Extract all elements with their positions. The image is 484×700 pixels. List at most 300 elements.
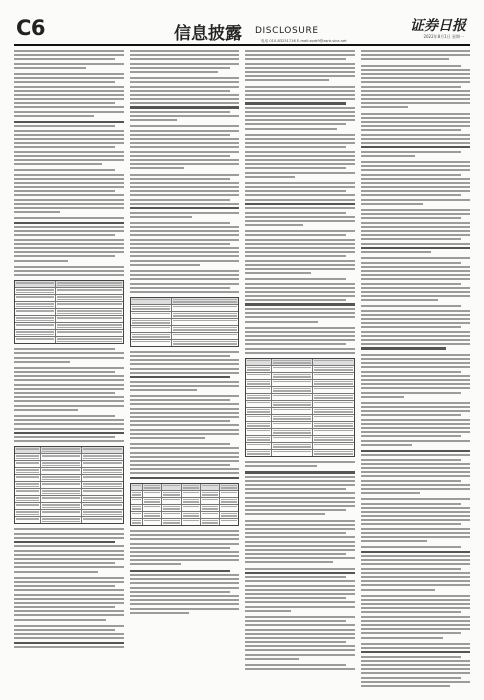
- text-line: [361, 471, 471, 473]
- text-line: [130, 63, 240, 65]
- text-line: [361, 90, 471, 92]
- text-line: [130, 194, 240, 196]
- text-line: [361, 488, 471, 490]
- text-line: [245, 649, 355, 651]
- text-line: [361, 117, 471, 119]
- text-line: [361, 414, 462, 416]
- text-line: [361, 262, 462, 264]
- table-cell: [15, 489, 40, 495]
- text-line: [130, 603, 240, 605]
- text-line: [14, 226, 124, 228]
- table-row: [15, 502, 123, 509]
- section-title-en: DISCLOSURE: [255, 26, 319, 36]
- article-columns: [14, 50, 470, 688]
- table-cell: [15, 454, 40, 460]
- text-line: [245, 585, 355, 587]
- text-line: [14, 423, 124, 425]
- text-line: [130, 534, 240, 536]
- text-line: [361, 375, 471, 377]
- text-line: [245, 63, 355, 65]
- text-line: [361, 331, 471, 333]
- table-cell: [40, 517, 81, 523]
- text-line: [14, 211, 60, 213]
- table-cell: [142, 491, 161, 497]
- table-cell: [271, 422, 312, 428]
- text-line: [361, 463, 471, 465]
- text-line: [14, 251, 124, 253]
- table-row: [15, 329, 123, 336]
- table-cell: [131, 498, 143, 504]
- text-line: [245, 557, 355, 559]
- table-row: [15, 516, 123, 523]
- table-cell: [15, 281, 55, 287]
- text-line: [245, 220, 355, 222]
- text-line: [245, 484, 355, 486]
- text-line: [14, 58, 115, 60]
- text-line: [361, 266, 471, 268]
- text-line: [130, 115, 240, 117]
- text-line: [245, 98, 355, 100]
- table-cell: [81, 475, 122, 481]
- text-line: [14, 234, 115, 236]
- text-line: [130, 464, 231, 466]
- text-line: [361, 113, 471, 115]
- text-line: [245, 151, 355, 153]
- text-line: [245, 497, 355, 499]
- table-cell: [81, 510, 122, 516]
- text-line: [130, 395, 240, 397]
- table-cell: [200, 484, 219, 490]
- text-line: [361, 291, 471, 293]
- text-line: [14, 348, 115, 350]
- text-line: [361, 643, 471, 645]
- text-line: [130, 530, 240, 532]
- table-cell: [246, 394, 271, 400]
- table-cell: [171, 333, 238, 339]
- text-block: [14, 348, 124, 442]
- text-line: [130, 125, 240, 127]
- text-line: [14, 415, 115, 417]
- text-line: [14, 571, 98, 573]
- text-line: [245, 629, 355, 631]
- text-line: [361, 616, 471, 618]
- text-line: [130, 287, 231, 289]
- table-cell: [219, 505, 238, 511]
- text-line: [130, 270, 240, 272]
- text-line: [361, 98, 471, 100]
- text-line: [245, 50, 355, 52]
- text-line: [14, 392, 115, 394]
- text-line: [361, 536, 471, 538]
- text-line: [14, 260, 68, 262]
- text-line: [245, 199, 355, 201]
- table-cell: [15, 337, 55, 343]
- text-line: [361, 278, 471, 280]
- text-line: [245, 321, 318, 323]
- text-line: [130, 216, 192, 218]
- table-row: [15, 287, 123, 294]
- text-line: [14, 562, 115, 564]
- text-line: [130, 460, 240, 462]
- text-line: [361, 435, 462, 437]
- text-line: [245, 251, 355, 253]
- issue-date: 2022年8月1日 星期一: [423, 34, 464, 39]
- table-cell: [131, 484, 143, 490]
- table-row: [15, 336, 123, 343]
- table-cell: [15, 316, 55, 322]
- text-line: [361, 339, 471, 341]
- table-cell: [131, 519, 143, 525]
- column-2: [130, 50, 240, 688]
- table-cell: [40, 475, 81, 481]
- text-line: [130, 468, 240, 470]
- table-cell: [271, 401, 312, 407]
- text-line: [14, 239, 124, 241]
- table-cell: [55, 302, 122, 308]
- table-cell: [271, 436, 312, 442]
- text-line: [130, 563, 181, 565]
- text-line: [14, 428, 124, 430]
- text-line: [245, 339, 355, 341]
- text-line: [361, 209, 471, 211]
- table-cell: [271, 373, 312, 379]
- text-line: [130, 443, 231, 445]
- text-line: [361, 444, 412, 446]
- text-line: [245, 576, 346, 578]
- text-line: [130, 251, 240, 253]
- text-line: [245, 520, 355, 522]
- table-cell: [219, 484, 238, 490]
- text-line: [361, 326, 462, 328]
- text-line: [361, 647, 471, 649]
- text-line: [361, 624, 471, 626]
- text-line: [361, 498, 471, 500]
- text-line: [245, 593, 355, 595]
- text-line: [361, 299, 439, 301]
- table-cell: [55, 288, 122, 294]
- table-cell: [131, 512, 143, 518]
- text-line: [361, 555, 471, 557]
- text-block: [130, 530, 240, 616]
- text-line: [14, 190, 115, 192]
- text-line: [14, 67, 86, 69]
- table-cell: [271, 380, 312, 386]
- table-cell: [40, 468, 81, 474]
- text-line: [130, 174, 240, 176]
- text-line: [361, 589, 435, 591]
- text-line: [130, 134, 231, 136]
- text-line: [245, 658, 299, 660]
- text-line: [14, 558, 124, 560]
- table-row: [131, 504, 239, 511]
- text-line: [361, 217, 462, 219]
- text-line: [130, 190, 240, 192]
- text-line: [14, 199, 124, 201]
- text-line: [130, 578, 240, 580]
- text-line: [361, 230, 471, 232]
- text-line: [14, 159, 124, 161]
- text-line: [245, 278, 346, 280]
- text-line: [130, 234, 240, 236]
- table-cell: [15, 323, 55, 329]
- text-line: [245, 335, 355, 337]
- text-line: [245, 505, 355, 507]
- text-line: [14, 138, 124, 140]
- text-line: [361, 243, 471, 245]
- text-line: [14, 606, 115, 608]
- text-line: [130, 146, 240, 148]
- table-cell: [271, 408, 312, 414]
- column-3: [245, 50, 355, 688]
- text-line: [361, 165, 471, 167]
- table-row: [246, 386, 354, 393]
- table-cell: [142, 519, 161, 525]
- text-line: [361, 151, 462, 153]
- table-cell: [55, 316, 122, 322]
- table-cell: [15, 302, 55, 308]
- text-line: [361, 576, 471, 578]
- text-line: [245, 465, 317, 467]
- text-line: [130, 559, 240, 561]
- text-line: [14, 274, 124, 276]
- text-line: [14, 352, 124, 354]
- text-line: [361, 410, 471, 412]
- text-line: [361, 523, 462, 525]
- text-line: [130, 260, 240, 262]
- table-cell: [181, 491, 200, 497]
- table-row: [131, 497, 239, 504]
- text-line: [14, 270, 124, 272]
- text-line: [14, 207, 124, 209]
- text-line: [245, 172, 355, 174]
- text-line: [245, 123, 346, 125]
- table-cell: [142, 505, 161, 511]
- table-cell: [131, 340, 171, 346]
- text-line: [14, 77, 124, 79]
- table-cell: [131, 312, 171, 318]
- text-line: [130, 608, 240, 610]
- text-line: [130, 555, 240, 557]
- table-cell: [15, 517, 40, 523]
- table-cell: [271, 359, 312, 365]
- text-line: [361, 379, 471, 381]
- table-row: [246, 428, 354, 435]
- text-line: [130, 255, 240, 257]
- text-line: [245, 67, 355, 69]
- text-line: [361, 234, 471, 236]
- table-cell: [246, 450, 271, 456]
- text-line: [361, 480, 462, 482]
- text-line: [245, 610, 291, 612]
- table-cell: [81, 503, 122, 509]
- table-row: [15, 294, 123, 301]
- table-row: [15, 453, 123, 460]
- text-line: [130, 291, 240, 293]
- text-line: [245, 536, 355, 538]
- text-line: [361, 620, 471, 622]
- text-line: [245, 155, 355, 157]
- text-line: [361, 169, 471, 171]
- table-cell: [171, 319, 238, 325]
- text-line: [361, 362, 471, 364]
- text-line: [130, 163, 240, 165]
- text-line: [245, 580, 355, 582]
- text-line: [361, 681, 471, 683]
- text-line: [14, 163, 102, 165]
- text-line: [245, 589, 355, 591]
- text-line: [130, 130, 240, 132]
- table-cell: [131, 333, 171, 339]
- table-cell: [131, 298, 171, 304]
- text-line: [130, 447, 240, 449]
- text-line: [361, 607, 471, 609]
- table-cell: [200, 505, 219, 511]
- table-row: [131, 318, 239, 325]
- text-line: [361, 86, 462, 88]
- text-line: [361, 335, 471, 337]
- text-line: [14, 400, 124, 402]
- text-line: [361, 287, 471, 289]
- text-line: [130, 199, 231, 201]
- text-line: [361, 226, 471, 228]
- text-line: [245, 616, 355, 618]
- text-line: [361, 572, 471, 574]
- text-line: [361, 396, 405, 398]
- text-line: [14, 409, 78, 411]
- text-line: [245, 234, 346, 236]
- text-line: [361, 454, 471, 456]
- text-line: [361, 450, 471, 452]
- text-line: [130, 102, 240, 104]
- text-line: [245, 216, 355, 218]
- table-cell: [312, 415, 353, 421]
- table-cell: [171, 340, 238, 346]
- table-row: [15, 322, 123, 329]
- text-line: [130, 142, 240, 144]
- table-cell: [246, 359, 271, 365]
- table-row: [246, 407, 354, 414]
- text-line: [361, 146, 471, 148]
- table-row: [131, 511, 239, 518]
- table-cell: [312, 401, 353, 407]
- text-line: [361, 668, 471, 670]
- text-line: [361, 427, 471, 429]
- text-line: [130, 226, 240, 228]
- data-table: [14, 446, 124, 524]
- table-cell: [246, 429, 271, 435]
- table-cell: [15, 482, 40, 488]
- text-line: [245, 532, 346, 534]
- text-line: [361, 568, 462, 570]
- text-line: [245, 128, 337, 130]
- text-line: [14, 222, 124, 224]
- table-row: [15, 281, 123, 287]
- text-line: [245, 159, 355, 161]
- text-line: [130, 239, 240, 241]
- text-line: [245, 58, 346, 60]
- table-cell: [161, 484, 180, 490]
- column-1: [14, 50, 124, 688]
- text-line: [361, 199, 471, 201]
- table-row: [246, 372, 354, 379]
- text-line: [14, 598, 124, 600]
- text-line: [361, 402, 471, 404]
- text-line: [361, 134, 471, 136]
- text-line: [130, 86, 240, 88]
- text-line: [130, 54, 240, 56]
- text-block: [130, 50, 240, 293]
- text-line: [245, 239, 355, 241]
- text-line: [14, 637, 124, 639]
- table-cell: [81, 489, 122, 495]
- text-line: [130, 595, 240, 597]
- table-cell: [40, 482, 81, 488]
- text-line: [245, 641, 346, 643]
- table-cell: [271, 450, 312, 456]
- text-line: [245, 182, 355, 184]
- text-line: [245, 654, 355, 656]
- table-cell: [200, 512, 219, 518]
- table-cell: [15, 295, 55, 301]
- table-cell: [81, 454, 122, 460]
- table-cell: [55, 281, 122, 287]
- table-row: [15, 447, 123, 453]
- table-cell: [200, 498, 219, 504]
- text-line: [130, 212, 240, 214]
- text-line: [130, 207, 240, 209]
- text-line: [130, 403, 240, 405]
- text-line: [361, 347, 446, 349]
- text-line: [361, 102, 471, 104]
- text-line: [245, 111, 355, 113]
- table-cell: [312, 422, 353, 428]
- text-line: [14, 102, 115, 104]
- text-line: [245, 102, 346, 104]
- table-row: [246, 379, 354, 386]
- text-line: [130, 389, 198, 391]
- text-line: [130, 368, 240, 370]
- text-line: [361, 503, 462, 505]
- table-cell: [161, 491, 180, 497]
- text-line: [130, 138, 240, 140]
- text-line: [361, 595, 471, 597]
- text-line: [130, 538, 240, 540]
- data-table: [245, 358, 355, 457]
- text-line: [245, 461, 355, 463]
- text-line: [361, 121, 471, 123]
- text-line: [14, 54, 124, 56]
- table-cell: [81, 517, 122, 523]
- text-line: [14, 98, 124, 100]
- table-cell: [271, 415, 312, 421]
- table-row: [15, 308, 123, 315]
- text-line: [130, 612, 189, 614]
- text-line: [361, 251, 431, 253]
- text-line: [130, 94, 240, 96]
- text-line: [130, 408, 240, 410]
- table-cell: [15, 461, 40, 467]
- text-line: [361, 358, 471, 360]
- text-line: [245, 264, 355, 266]
- page-number: C6: [16, 16, 46, 40]
- text-line: [245, 291, 355, 293]
- text-line: [245, 203, 355, 205]
- table-row: [15, 509, 123, 516]
- text-line: [245, 90, 355, 92]
- text-line: [130, 203, 240, 205]
- text-line: [130, 551, 240, 553]
- table-row: [246, 442, 354, 449]
